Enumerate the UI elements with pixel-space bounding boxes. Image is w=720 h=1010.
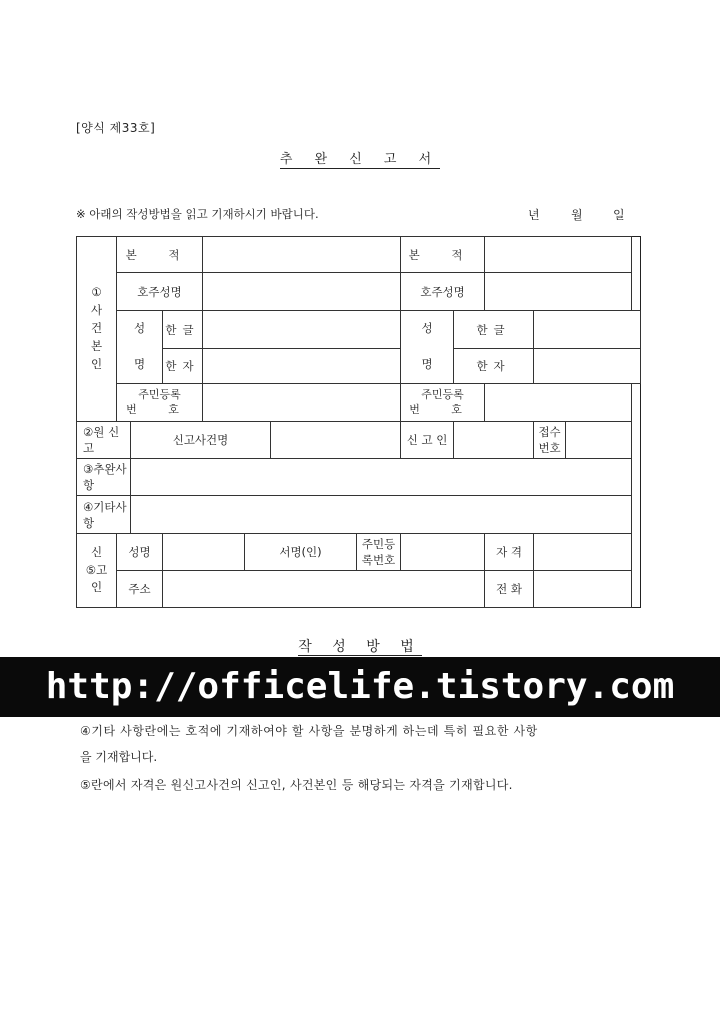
- reporter-section-label: [77, 534, 117, 608]
- name-char-2: 명: [133, 356, 146, 371]
- hangul-field-2[interactable]: [534, 311, 641, 349]
- resident-no-label-3: 주민등록번호: [357, 534, 401, 571]
- address-label: 주소: [117, 571, 163, 608]
- qualification-field[interactable]: [534, 534, 632, 571]
- household-head-field-2[interactable]: [485, 273, 632, 311]
- section-1-char: 건: [90, 321, 103, 336]
- phone-field[interactable]: [534, 571, 632, 608]
- hangul-field-1[interactable]: [203, 311, 401, 349]
- hanja-field-2[interactable]: [534, 349, 641, 384]
- name-label-1: [117, 311, 163, 384]
- method-paragraph-4-cont: 을 기재합니다.: [80, 750, 158, 764]
- method-title: [0, 636, 720, 656]
- date-month-label: 월: [571, 208, 583, 222]
- reporter-section-char-3: 인: [90, 580, 103, 595]
- registry-label: 본 적: [117, 237, 203, 273]
- qualification-label: 자 격: [485, 534, 534, 571]
- date-year-label: 년: [528, 208, 540, 222]
- name-char-1b: 성: [421, 321, 433, 336]
- section-1-char: 사: [90, 303, 103, 318]
- resident-no-line-2b: 번 호: [409, 402, 476, 416]
- section-1-label: [77, 237, 117, 422]
- document-title: [0, 148, 720, 167]
- hanja-field-1[interactable]: [203, 349, 401, 384]
- signature-label: 서명(인): [245, 534, 357, 571]
- method-title-text: 작 성 방 법: [298, 639, 422, 655]
- hangul-label-1: 한글: [163, 311, 203, 349]
- watermark-url: http://officelife.tistory.com: [45, 666, 675, 707]
- reporter-resident-no-field[interactable]: [401, 534, 485, 571]
- instruction-note: ※ 아래의 작성방법을 읽고 기재하시기 바랍니다.: [76, 207, 319, 221]
- hanja-label-2: 한자: [454, 349, 534, 384]
- document-title-text: 추 완 신 고 서: [279, 152, 441, 167]
- receipt-no-label: 접수번호: [534, 422, 566, 459]
- section-1-char: 인: [90, 356, 103, 371]
- resident-no-line-1: 주민등록: [138, 387, 181, 401]
- section-1-char: 본: [90, 338, 103, 353]
- original-report-label: ②원 신 고: [77, 422, 131, 459]
- name-label-2: [401, 311, 454, 384]
- reporter-label: 신 고 인: [401, 422, 454, 459]
- method-paragraph-5: ⑤란에서 자격은 원신고사건의 신고인, 사건본인 등 해당되는 자격을 기재합니다.: [80, 778, 513, 792]
- reporter-section-char-1: 신: [90, 544, 103, 559]
- hangul-label-2: 한글: [454, 311, 534, 349]
- section-1-char: ①: [91, 285, 102, 300]
- resident-no-field-2[interactable]: [485, 384, 632, 422]
- reporter-section-char-2: ⑤고: [85, 562, 108, 577]
- method-paragraph-4: ④기타 사항란에는 호적에 기재하여야 할 사항을 분명하게 하는데 특히 필요한 사항: [80, 724, 538, 738]
- supplement-field[interactable]: [131, 459, 632, 496]
- name-char-2b: 명: [421, 356, 433, 371]
- form-number: [양식 제33호]: [76, 121, 156, 135]
- resident-no-label-2: [401, 384, 485, 422]
- receipt-no-field[interactable]: [566, 422, 632, 459]
- report-case-name-label: 신고사건명: [131, 422, 271, 459]
- hanja-label-1: 한자: [163, 349, 203, 384]
- reporter-name-label: 성명: [117, 534, 163, 571]
- resident-no-line-1b: 주민등록: [421, 387, 464, 401]
- registry-field-2[interactable]: [485, 237, 632, 273]
- registry-field-1[interactable]: [203, 237, 401, 273]
- resident-no-line-2: 번 호: [126, 402, 193, 416]
- report-case-name-field[interactable]: [271, 422, 401, 459]
- date-day-label: 일: [613, 208, 625, 222]
- reporter-field[interactable]: [454, 422, 534, 459]
- address-field[interactable]: [163, 571, 485, 608]
- other-label: ④기타사항: [77, 496, 131, 534]
- name-char-1: 성: [133, 321, 146, 336]
- supplement-label: ③추완사항: [77, 459, 131, 496]
- household-head-label-2: 호주성명: [401, 273, 485, 311]
- household-head-label: 호주성명: [117, 273, 203, 311]
- registry-label-2: 본 적: [401, 237, 485, 273]
- report-form-table: [76, 236, 641, 608]
- resident-no-label-1: [117, 384, 203, 422]
- other-field[interactable]: [131, 496, 632, 534]
- household-head-field-1[interactable]: [203, 273, 401, 311]
- reporter-name-field[interactable]: [163, 534, 245, 571]
- resident-no-field-1[interactable]: [203, 384, 401, 422]
- phone-label: 전 화: [485, 571, 534, 608]
